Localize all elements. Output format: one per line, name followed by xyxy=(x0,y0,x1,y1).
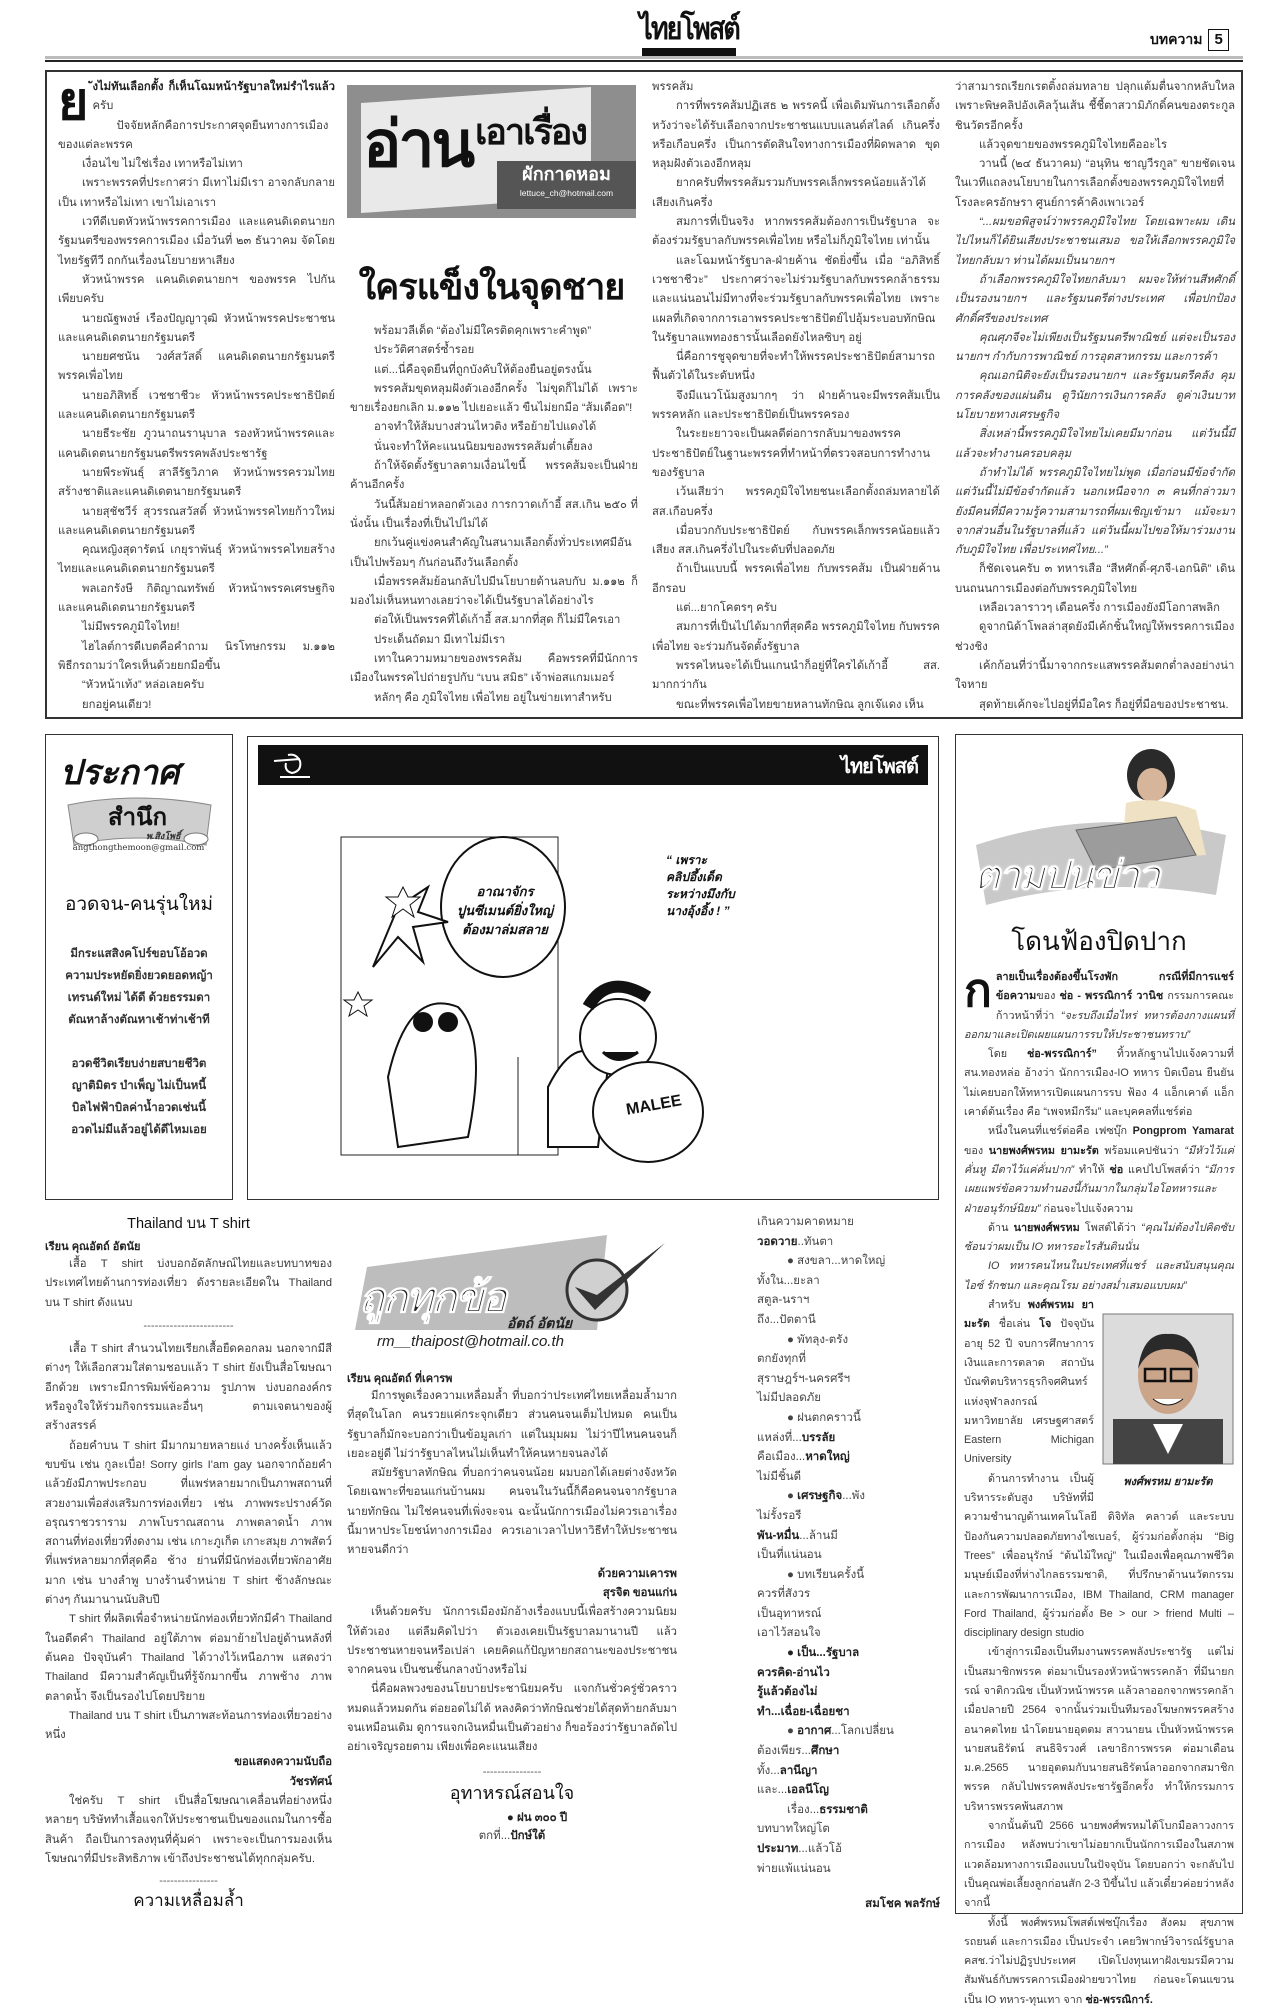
poem-line-list xyxy=(757,1213,940,1879)
text-segment: นายพงศ์พรหม xyxy=(1013,1221,1080,1234)
article-paragraph xyxy=(58,78,335,117)
text-segment: แหล่งที่... xyxy=(757,1431,802,1444)
text-segment: ทำให้ xyxy=(1074,1163,1110,1176)
text-segment: ช่อ - พรรณิการ์ วานิช xyxy=(1059,990,1164,1003)
article-paragraph: ถ้าทำไม่ได้ พรรคภูมิใจไทยไม่พูด เมื่อก่อนมีข้อจำกัด แต่วันนี้ไม่มีข้อจำกัดแล้ว นอกเหนือจาก ๓ คนที่กล่าวมา ยังมีคนที่มีความรู้ความสามารถที่ผมเชิญเข้ามา แม้จะมาจากส่วนอื่นในรัฐบาลที่แล้ว แต่วันนี้ผมไปขอให้มาร่วมงานกับภูมิใจไทย เพื่อประเทศไทย...” xyxy=(955,466,1235,557)
letter-paragraph: เสื้อ T shirt บ่งบอกอัตลักษณ์ไทยและบทบาทของประเทศไทยด้านการท่องเที่ยว ดังรายละเอียดใน Thailand บน T shirt ดังแนบ xyxy=(45,1258,332,1309)
article-paragraph: คุณหญิงสุดารัตน์ เกยุราพันธุ์ หัวหน้าพรรคไทยสร้างไทยและแคนดิเดตนายกรัฐมนตรี xyxy=(58,544,335,576)
article-paragraph: สุดท้ายเค้กจะไปอยู่ที่มือใคร ก็อยู่ที่มือของประชาชน. xyxy=(979,698,1229,711)
speech-bubble xyxy=(451,882,559,939)
poem-line xyxy=(757,1742,940,1762)
text-segment: ไม่รั้งรอรี xyxy=(757,1509,802,1522)
poem-line xyxy=(757,1781,940,1801)
columnist-email[interactable]: lettuce_ch@hotmail.com xyxy=(519,188,614,198)
article-paragraph: ไม่มีพรรคภูมิใจไทย! xyxy=(82,621,180,634)
cartoon-shirt-label: MALEE xyxy=(624,1092,683,1119)
text-segment: ต้องเพียร... xyxy=(757,1745,812,1758)
article-paragraph: เหลือเวลาราวๆ เดือนครึ่ง การเมืองยังมีโอกาสพลิก xyxy=(979,602,1221,615)
text-segment: นายพงศ์พรหม ยามะรัต xyxy=(988,1144,1099,1157)
article-paragraph: นี่คือการชูจุดขายที่จะทำให้พรรคประชาธิปัตย์สามารถฟื้นตัวได้ในระดับหนึ่ง xyxy=(652,351,935,383)
text-segment: ถึง...ปัตตานี xyxy=(757,1313,816,1326)
poem-line xyxy=(757,1370,940,1390)
text-segment: และ... xyxy=(757,1784,788,1797)
article-paragraph: แล้วจุดขายของพรรคภูมิใจไทยคืออะไร xyxy=(979,138,1168,151)
poem-line xyxy=(757,1389,940,1409)
text-segment: คือเมือง... xyxy=(757,1451,806,1464)
article-paragraph: นายพีระพันธุ์ สาลีรัฐวิภาค หัวหน้าพรรครวมไทยสร้างชาติและแคนดิเดตนายกรัฐมนตรี xyxy=(58,466,335,499)
text-segment: หนึ่งในคนที่แชร์ต่อคือ เฟซบุ๊ก xyxy=(988,1125,1133,1138)
article-paragraph: ประวัติศาสตร์ซ้ำรอย xyxy=(374,344,475,357)
editor-reply-paragraph-list xyxy=(347,1603,677,1757)
editor-reply: ใช่ครับ T shirt เป็นสื่อโฆษณาเคลื่อนที่อย่างหนึ่ง หลายๆ บริษัททำเสื้อแจกให้ประชาชนเป็นของแถมในการซื้อสินค้า ถือเป็นการลงทุนที่คุ้มค่า เพราะจะเป็นการมองเห็นโฆษณาที่มีประสิทธิภาพ เข้าถึงประชาชนได้ทุกกลุ่มครับ. xyxy=(45,1795,332,1865)
text-segment: ศึกษา xyxy=(811,1745,840,1758)
article-paragraph: การที่พรรคส้มปฏิเสธ ๒ พรรคนี้ เพื่อเดิมพันการเลือกตั้ง หวังว่าจะได้รับเลือกจากประชาชนแบบแลนด์สไลด์ เกินครึ่ง หรือเกือบครึ่ง เป็นการตัดสินใจทางการเมืองที่ผิดพลาด ขุดหลุมฝังตัวเองอีกหลุม xyxy=(652,100,940,171)
letter-signer: สุรจิต ขอนแก่น xyxy=(602,1586,677,1599)
letters-email[interactable]: rm__thaipost@hotmail.co.th xyxy=(377,1333,564,1350)
text-segment: สตูล-นราฯ xyxy=(757,1294,810,1307)
text-segment: ...ล้านมี xyxy=(799,1529,838,1542)
poem-line xyxy=(757,1664,940,1684)
speech-bubble-line: ปูนซีเมนต์ยิ่งใหญ่ xyxy=(456,903,554,918)
text-segment: เอลนีโญ xyxy=(787,1784,829,1797)
article-paragraph: เงื่อนไข ไม่ใช่เรื่อง เทาหรือไม่เทา xyxy=(82,158,243,171)
text-segment: ● xyxy=(787,1490,798,1503)
article-paragraph: IO ทหารคนไหนในประเทศที่แชร์ และสนับสนุนคุณไอซ์ รักชนก และคุณโรม อย่างสม่ำเสมอแบบผม” xyxy=(964,1260,1234,1292)
article-paragraph-list xyxy=(350,322,638,708)
article-paragraph: ในระยะยาวจะเป็นผลดีต่อการกลับมาของพรรคประชาธิปัตย์ในฐานะพรรคที่ทำหน้าที่ตรวจสอบการทำงานของรัฐบาล xyxy=(652,428,931,479)
letter-tshirt xyxy=(45,1212,332,1912)
banner-title-big: อ่าน xyxy=(363,108,473,180)
article-paragraph: ปัจจัยหลักคือการประกาศจุดยืนทางการเมืองของแต่ละพรรค xyxy=(58,119,329,151)
opinion-column-1 xyxy=(58,73,335,714)
poem-title: อวดจน-คนรุ่นใหม่ xyxy=(64,894,214,915)
article-paragraph: ขณะที่พรรคเพื่อไทยขายหลานทักษิณ ลูกเจ๊แดง เห็น xyxy=(676,698,924,711)
article-paragraph: พลเอกรังษี กิติญาณทรัพย์ หัวหน้าพรรคเศรษฐกิจ และแคนดิเดตนายกรัฐมนตรี xyxy=(58,582,335,615)
letter-title: Thailand บน T shirt xyxy=(127,1216,250,1232)
article-paragraph: พรรคส้ม xyxy=(652,81,694,93)
column-banner-read-story xyxy=(347,85,636,218)
poem-line xyxy=(757,1233,940,1253)
poem-line xyxy=(757,1605,940,1625)
poem-line xyxy=(757,1820,940,1840)
text-segment: ช่อ-พรรณิการ์. xyxy=(1085,1993,1153,2006)
text-segment: ทั้ง... xyxy=(757,1764,780,1777)
article-paragraph: นายยศชนัน วงศ์สวัสดิ์ แคนดิเดตนายกรัฐมนตรี พรรคเพื่อไทย xyxy=(58,351,335,383)
text-segment: ● พัทลุง-ตรัง xyxy=(787,1333,849,1346)
article-paragraph: นายณัฐพงษ์ เรืองปัญญาวุฒิ หัวหน้าพรรคประชาชน และแคนดิเดตนายกรัฐมนตรี xyxy=(58,312,335,344)
article-paragraph: นั่นจะทำให้คะแนนนิยมของพรรคส้มต่ำเตี้ยลง xyxy=(374,440,593,453)
poem-line xyxy=(757,1272,940,1292)
text-segment: เป็นอุทาหรณ์ xyxy=(757,1607,822,1620)
poem-line xyxy=(757,1252,940,1272)
text-segment: พ่ายแพ้แน่นอน xyxy=(757,1862,831,1875)
poem-column xyxy=(757,1213,940,1913)
poem-line xyxy=(757,1722,940,1742)
cartoon-brand: ไทยโพสต์ xyxy=(840,756,918,778)
text-segment: ช่อ xyxy=(1109,1163,1124,1176)
poem-line xyxy=(757,1448,940,1468)
cartoon-drawing xyxy=(248,737,938,1197)
poem-line xyxy=(757,1527,940,1547)
article-paragraph: สิ่งเหล่านี้พรรคภูมิใจไทยไม่เคยมีมาก่อน แต่วันนี้มีแล้วจะทำงานครอบคลุม xyxy=(955,428,1235,460)
text-segment: ปัจจุบัน อายุ 52 ปี จบการศึกษาการเงินและการตลาด สถาบันบัณฑิตบริหารธุรกิจศศินทร์แห่งจุฬาลงกรณ์มหาวิทยาลัย เศรษฐศาสตร์ Eastern Michigan University xyxy=(964,1318,1094,1466)
editor-reply-paragraph: เห็นด้วยครับ นักการเมืองมักอ้างเรื่องแบบนี้เพื่อสร้างความนิยมให้ตัวเอง แต่ลืมคิดไปว่า ตัวเองเคยเป็นรัฐบาลมานานปี แล้วประชาชนหายจนหรือเปล่า เคยคิดแก้ปัญหายกสถานะของประชาชน จากคนจน เป็นชนชั้นกลางบ้างหรือไม่ xyxy=(347,1606,677,1677)
article-paragraph: ยกเว้นคู่แข่งคนสำคัญในสนามเลือกตั้งทั่วประเทศมีอันเป็นไปพร้อมๆ กันก่อนถึงวันเลือกตั้ง xyxy=(350,537,632,569)
portrait-photo xyxy=(1102,1314,1234,1493)
text-segment: “มีหัวไว้แค่คั่นหู มีตาไว้แค่คั่นปาก” xyxy=(964,1144,1235,1176)
poem-line: ตัณหาล้างตัณหาเช้าท่าเช้าที xyxy=(68,1014,210,1026)
article-paragraph: วันนี้ส้มอย่าหลอกตัวเอง การกวาดเก้าอี้ สส.เกิน ๒๕๐ ที่นั่งนั้น เป็นเรื่องที่เป็นไปไม่ได้ xyxy=(350,498,638,530)
editorial-cartoon xyxy=(247,736,939,1200)
text-segment: ประมาท xyxy=(757,1843,799,1855)
article-paragraph-list xyxy=(955,78,1235,715)
letter-paragraph: ถ้อยคำบน T shirt มีมากมายหลายแง่ บางครั้งเห็นแล้วขบขัน เช่น กูละเบื่อ! Sorry girls I'am gay นอกจากถ้อยคำแล้วยังมีภาพประกอบ ที่แพร่หลายมากเป็นภาพสถานที่สวยงามเพื่อส่งเสริมการท่องเที่ยว เช่น ภาพพระปรางค์วัดอรุณราชวราราม ภาพโบราณสถาน ภาพตลาดน้ำ ภาพสถานที่ท่องเที่ยวที่งดงาม เช่น เกาะภูเก็ต เกาะสมุย ภาพสัตว์ที่แพร่หลายมากที่สุดคือ ช้าง ย่านที่มีนักท่องเที่ยวพักอาศัยมาก เช่น บางลำพู บางร้านจำหน่าย T shirt ช้างลักษณะต่างๆ กันมานานนับสิบปี xyxy=(45,1439,332,1607)
text-segment: ● xyxy=(787,1725,798,1738)
poem-column-logo xyxy=(46,735,232,863)
article-paragraph: ถ้าเป็นแบบนี้ พรรคเพื่อไทย กับพรรคส้ม เป็นฝ่ายค้านอีกรอบ xyxy=(652,563,940,595)
poem-line xyxy=(757,1291,940,1311)
text-segment: ตกที่... xyxy=(478,1829,511,1842)
text-segment: Pongprom Yamarat xyxy=(1132,1125,1234,1138)
text-segment: ทำ...เฉื่อย-เฉื่อยชา xyxy=(757,1705,850,1718)
poem-first-line xyxy=(347,1827,677,1847)
article-paragraph: หลักๆ คือ ภูมิใจไทย เพื่อไทย อยู่ในข่ายเทาสำหรับ xyxy=(374,691,612,704)
article-paragraph: ก็ชัดเจนครับ ๓ ทหารเสือ “สีหศักดิ์-ศุภจี-เอกนิติ” เดินบนถนนการเมืองต่อกับพรรคภูมิใจไทย xyxy=(955,563,1235,595)
opinion-column-4 xyxy=(955,78,1235,715)
article-paragraph: ไฮไลต์การดีเบตคือคำถาม นิรโทษกรรม ม.๑๑๒ พิธีกรถามว่าใครเห็นด้วยยกมือขึ้น xyxy=(58,640,335,672)
text-segment: เอาไว้สอนใจ xyxy=(757,1627,821,1640)
text-segment: อากาศ xyxy=(797,1725,832,1738)
article-paragraph: คุณศุภจีจะไม่เพียงเป็นรัฐมนตรีพาณิชย์ แต่จะเป็นรองนายกฯ กำกับการพาณิชย์ การอุตสาหกรรม และการค้า xyxy=(955,331,1235,364)
text-segment: ไม่มีปลอดภัย xyxy=(757,1392,821,1405)
poem-logo-top: ประกาศ xyxy=(60,753,180,793)
photo-caption: พงศ์พรหม ยามะรัต xyxy=(1123,1476,1213,1489)
text-segment: ปักษ์ใต้ xyxy=(510,1829,546,1842)
drop-cap: ก xyxy=(964,964,992,1016)
poem-line xyxy=(757,1801,940,1821)
poem-line-list xyxy=(46,1053,232,1141)
article-paragraph: ถ้าเลือกพรรคภูมิใจไทยกลับมา ผมจะให้ท่านสีหศักดิ์ เป็นรองนายกฯ และรัฐมนตรีต่างประเทศ เพื่อปกป้องศักดิ์ศรีของประเทศ xyxy=(955,273,1235,325)
portrait-image xyxy=(1103,1314,1233,1464)
text-segment: บทบาทใหญ่โต xyxy=(757,1823,830,1836)
text-segment: พงศ์พรหม ยามะรัต xyxy=(964,1299,1094,1331)
letters-logo-subtitle: อัตถ์ อัตนัย xyxy=(507,1315,573,1331)
speech-bubble-line: ต้องมาล่มสลาย xyxy=(462,922,548,937)
article-paragraph: อาจทำให้ส้มบางส่วนไหวติง หรือย้ายไปแดงได้ xyxy=(374,421,597,434)
poem-line: ความประหยัดยิ่งยวดยอดหญ้า xyxy=(65,970,213,982)
poem-subtitle: ● ฝน ๓๐๐ ปี xyxy=(506,1811,568,1824)
letter-paragraph-list xyxy=(45,1255,332,1745)
columnist-badge xyxy=(497,161,636,209)
letter-signer: วัชรทัศน์ xyxy=(289,1775,332,1788)
article-paragraph: ดูจากนิด้าโพลล่าสุดยังมีเค้กชิ้นใหญ่ให้พรรคการเมืองช่วงชิง xyxy=(955,621,1235,653)
text-segment: ทั้งนี้ พงศ์พรหมโพสต์เฟซบุ๊กเรื่อง สังคม สุขภาพ รถยนต์ และการเมือง เป็นประจำ เคยวิพากษ์วิจารณ์รัฐบาล คสช.ว่าไม่ปฏิรูปประเทศ เปิดโปงทุนเทาฝังเขมรมีความสัมพันธ์กับพรรคการเมืองฝ่ายขวาไทย ก่อนจะโดนแขวนเป็น IO ทหาร-ทุนเทา จาก xyxy=(964,1916,1234,2006)
text-segment: สุราษฎร์ฯ-นครศรีฯ xyxy=(757,1372,851,1385)
text-segment: สำหรับ xyxy=(988,1299,1028,1312)
text-segment: ควรคิด-อ่านไว xyxy=(757,1666,830,1679)
poem-line: อวดชีวิตเรียบง่ายสบายชีวิต xyxy=(71,1058,207,1070)
poem-line xyxy=(757,1860,940,1880)
article-paragraph: ด้านการทำงาน เป็นผู้บริหารระดับสูง บริษัทที่มีความชำนาญด้านเทคโนโลยี ดิจิทัล คลาวด์ และระบบป้องกันความปลอดภัยทางไซเบอร์, ผู้ร่วมก่อตั้งกลุ่ม “Big Trees” เพื่ออนุรักษ์ “ต้นไม้ใหญ่” ในเมืองเพื่อคุณภาพชีวิตมนุษย์เมืองที่ห่างไกลธรรมชาติ, ที่ปรึกษาด้านนวัตกรรมและการพัฒนาการเมือง, IBM Thailand, CRM manager Ford Thailand, ผู้ร่วมก่อตั้ง Be > our > friend Multi – disciplinary design studio xyxy=(964,1472,1234,1640)
article-paragraph: ต่อให้เป็นพรรคที่ได้เก้าอี้ สส.มากที่สุด ก็ไม่มีใครเอา xyxy=(374,614,621,627)
article-paragraph: สมการที่เป็นจริง หากพรรคส้มต้องการเป็นรัฐบาล จะต้องร่วมรัฐบาลกับพรรคเพื่อไทย หรือไม่ก็ภูมิใจไทย เท่านั้น xyxy=(652,216,940,248)
poem-line xyxy=(757,1683,940,1703)
text-segment: รู้แล้วต้องไม่ xyxy=(757,1686,818,1699)
text-segment: แคปไปโพสต์ว่า xyxy=(1123,1163,1205,1176)
text-segment: ธรรมชาติ xyxy=(819,1803,868,1816)
article-paragraph: “หัวหน้าเท้ง” หล่อเลยครับ xyxy=(82,679,205,692)
poem-line xyxy=(757,1350,940,1370)
drop-cap: ย xyxy=(58,73,89,131)
article-paragraph: และโฉมหน้ารัฐบาล-ฝ่ายค้าน ชัดยิ่งขึ้น เมื่อ “อภิสิทธิ์ เวชชาชีวะ” ประกาศว่าจะไม่ร่วมรัฐบาลกับพรรคกล้าธรรม และแน่นอนไม่มีทางที่จะร่วมรัฐบาลกับพรรคเพื่อไทย เพราะแผลที่เกิดจากการเอาพรรคประชาธิปัตย์ไปอุ้มระบอบทักษิณในรัฐบาลแพทองธารนั้นเลือดยังไหลซิบๆ อยู่ xyxy=(652,254,940,344)
letters-column-logo xyxy=(347,1215,682,1353)
opinion-column-2 xyxy=(350,322,638,715)
article-paragraph: สมการที่เป็นไปได้มากที่สุดคือ พรรคภูมิใจไทย กับพรรคเพื่อไทย จะร่วมกันจัดตั้งรัฐบาล xyxy=(652,621,940,653)
poem-line xyxy=(757,1546,940,1566)
article-paragraph-list xyxy=(652,78,940,715)
text-segment: ช่อ-พรรณิการ์” xyxy=(1026,1048,1097,1061)
article-paragraph: พรรคไหนจะได้เป็นแกนนำก็อยู่ที่ใครได้เก้าอี้ สส. มากกว่ากัน xyxy=(652,659,940,692)
article-paragraph-list xyxy=(964,964,1235,2010)
poem-line xyxy=(757,1762,940,1782)
article-paragraph: วานนี้ (๒๔ ธันวาคม) “อนุทิน ชาญวีรกูล” ขายชัดเจนในเวทีแถลงนโยบายในการเลือกตั้งของพรรคภูมิใจไทยที่โรงละครอักษรา ศูนย์การค้าคิงเพาเวอร์ xyxy=(955,158,1235,209)
letter-salutation: เรียน คุณอัตถ์ อัตนัย xyxy=(45,1241,141,1253)
text-segment: วอดวาย xyxy=(757,1235,798,1248)
text-segment: ไม่มีชิ้นดี xyxy=(757,1470,802,1483)
news-column-box xyxy=(955,734,1243,2006)
letters-column xyxy=(347,1215,737,1915)
article-paragraph xyxy=(964,1045,1234,1122)
text-segment: ทั้งใน...ยะลา xyxy=(757,1274,820,1287)
letters-logo-text: ถูกทุกข้อ xyxy=(359,1274,505,1321)
poem-line xyxy=(757,1840,940,1860)
text-segment: ของ xyxy=(964,1144,989,1157)
poem-line: เทรนด์ใหม่ ได้ดี ด้วยธรรมดา xyxy=(67,992,211,1004)
letter-paragraph: เสื้อ T shirt สำนวนไทยเรียกเสื้อยืดคอกลม นอกจากมีสีต่างๆ ให้เลือกสวมใส่ตามชอบแล้ว T shirt ยังเป็นสื่อโฆษณาอีกด้วย เพราะมีการพิมพ์ข้อความ รูปภาพ บ่งบอกองค์กร หรือจูงใจให้ร่วมกิจกรรมและอื่นๆ ตามเจตนาของผู้สร้างสรรค์ xyxy=(45,1343,332,1433)
text-segment: “มีการเผยแพร่ข้อความทำนองนี้กันมากในกลุ่มไอโอทหารและฝ่ายอนุรักษ์นิยม” xyxy=(964,1163,1234,1215)
article-paragraph: คุณเอกนิติจะยังเป็นรองนายกฯ และรัฐมนตรีคลัง คุมการคลังของแผ่นดิน ดูวินัยการเงินการคลัง ดูค่าเงินบาท นโยบายทางเศรษฐกิจ xyxy=(955,370,1235,422)
article-paragraph: เว้นเสียว่า พรรคภูมิใจไทยชนะเลือกตั้งถล่มทลายได้ สส.เกือบครึ่ง xyxy=(652,486,940,518)
poem-line: บิลไฟฟ้าบิลค่าน้ำอวดเช่นนี้ xyxy=(72,1102,206,1114)
cartoon-caption-line: “ เพราะ xyxy=(666,853,707,867)
poem-line xyxy=(757,1507,940,1527)
article-paragraph: เค้กก้อนที่ว่านี้มาจากกระแสพรรคส้มตกต่ำลงอย่างน่าใจหาย xyxy=(955,659,1235,692)
article-paragraph: ยากครับที่พรรคส้มรวมกับพรรคเล็กพรรคน้อยแล้วได้เสียงเกินครึ่ง xyxy=(652,177,926,209)
text-segment: ● ฝนตกคราวนี้ xyxy=(787,1411,861,1424)
text-segment: ● บทเรียนครั้งนี้ xyxy=(787,1568,865,1581)
text-segment: ังไม่ทันเลือกตั้ง ก็เห็นโฉมหน้ารัฐบาลใหม่รำไรแล้ว xyxy=(92,81,335,93)
poem-line: มีกระแสสิงคโปร์ขอบโอ้อวด xyxy=(70,948,208,960)
text-segment: ด้าน xyxy=(988,1221,1014,1234)
poem-box xyxy=(45,734,233,1200)
article-paragraph xyxy=(964,1122,1234,1218)
section-divider: ---------------- xyxy=(159,1875,218,1888)
poem-line xyxy=(757,1429,940,1449)
text-segment: ...โลกเปลี่ยน xyxy=(831,1725,894,1738)
article-paragraph: ยกอยู่คนเดียว! xyxy=(82,698,152,711)
article-paragraph-list xyxy=(58,73,335,715)
news-body xyxy=(964,964,1235,2006)
text-segment: ลายเป็นเรื่องต้องขึ้นโรงพัก กรณีที่มีการแชร์ข้อความ xyxy=(995,971,1234,1003)
letter-paragraph-list xyxy=(347,1387,677,1561)
letter-paragraph: สมัยรัฐบาลทักษิณ ที่บอกว่าคนจนน้อย ผมบอกได้เลยต่างจังหวัด โดยเฉพาะที่ขอนแก่นบ้านผม คนจนในวันนี้ก็คือคนจนจากรัฐบาลนายทักษิณ ไม่ใช่คนจนที่เพิ่งจะจน ฉะนั้นนักการเมืองไม่ควรเอาเรื่องนี้มาหาประโยชน์ทางการเมือง ควรเอาเวลาไปหาวิธีทำให้ประชาชนหายจนดีกว่า xyxy=(347,1467,677,1557)
banner-title-small: เอาเรื่อง xyxy=(475,111,586,152)
text-segment: โจ xyxy=(1039,1318,1052,1331)
poem-line xyxy=(757,1566,940,1586)
poem-line xyxy=(757,1585,940,1605)
article-paragraph: เทาในความหมายของพรรคส้ม คือพรรคที่มีนักการเมืองในพรรคไปถ่ายรูปกับ “เบน สมิธ” เจ้าพ่อสแกมเมอร์ xyxy=(350,653,638,685)
text-segment: ● สงขลา...หาดใหญ่ xyxy=(787,1255,886,1268)
opinion-column-3 xyxy=(652,78,940,715)
letter-signoff: ขอแสดงความนับถือ xyxy=(234,1756,332,1769)
news-column-logo-text: ตามปนข่าว xyxy=(974,854,1158,898)
article-paragraph: “...ผมขอพิสูจน์ว่าพรรคภูมิใจไทย โดยเฉพาะผม เดินไปไหนก็ได้ยินเสียงประชาชนเสมอ ขอให้เลือกพรรคภูมิใจไทยกลับมา ท่านได้ผมเป็นนายกฯ xyxy=(955,216,1235,267)
poem-line xyxy=(757,1213,940,1233)
masthead-logo-text: ไทยโพสต์ xyxy=(639,11,739,48)
poem-logo-bottom: สำนึก xyxy=(108,804,168,831)
text-segment: หาดใหญ่ xyxy=(805,1451,850,1464)
cartoon-caption xyxy=(666,852,776,920)
text-segment: ตกยังทุกที่ xyxy=(757,1353,806,1366)
poem-title: อุทาหรณ์สอนใจ xyxy=(449,1782,575,1803)
text-segment: ลานีญา xyxy=(779,1764,818,1777)
poem-author: สมโชค พลรักษ์ xyxy=(865,1898,940,1910)
masthead-logo xyxy=(636,11,742,58)
speech-bubble-line: อาณาจักร xyxy=(476,884,534,899)
masthead-tagline-bar xyxy=(642,48,736,56)
letter-salutation: เรียน คุณอัตถ์ ที่เคารพ xyxy=(347,1373,453,1385)
poem-line: ญาติมิตร บำเพ็ญ ไม่เป็นหนี้ xyxy=(71,1080,207,1092)
article-paragraph: แต่...ยากโคตรๆ ครับ xyxy=(676,602,777,615)
article-paragraph: พรรคส้มขุดหลุมฝังตัวเองอีกครั้ง ไม่ขุดก็ไม่ได้ เพราะขายเรื่องยกเลิก ม.๑๑๒ ไปเยอะแล้ว ขืนไม่ยกมือ “ส้มเดือด”! xyxy=(350,382,638,415)
section-label xyxy=(1150,28,1229,52)
text-segment: กรรมการคณะก้าวหน้าที่ว่า xyxy=(995,990,1235,1022)
text-segment: เป็นที่แน่นอน xyxy=(757,1549,822,1562)
section-name: บทความ xyxy=(1150,31,1203,47)
article-paragraph: นายสุชัชวีร์ สุวรรณสวัสดิ์ หัวหน้าพรรคไทยก้าวใหม่ และแคนดิเดตนายกรัฐมนตรี xyxy=(58,505,335,537)
article-paragraph: เวทีดีเบตหัวหน้าพรรคการเมือง และแคนดิเดตนายกรัฐมนตรีของพรรคการเมือง เมื่อวันที่ ๒๓ ธันวาคม จัดโดยไทยรัฐทีวี ถกกันเรื่องนโยบายหาเสียง xyxy=(58,216,335,267)
article-paragraph: นายอภิสิทธิ์ เวชชาชีวะ หัวหน้าพรรคประชาธิปัตย์ และแคนดิเดตนายกรัฐมนตรี xyxy=(58,389,335,422)
text-segment: ...พัง xyxy=(842,1490,865,1503)
text-segment: ชื่อเล่น xyxy=(989,1318,1040,1331)
text-segment: “จะรบถึงเมื่อไหร่ ทหารต้องกางแผนที่ออกมาและเปิดเผยแผนการรบให้ประชาชนทราบ” xyxy=(964,1009,1235,1041)
poem-email[interactable]: angthongthemoon@gmail.com xyxy=(72,843,205,853)
article-paragraph: ว่าสามารถเรียกเรตติ้งถล่มทลาย ปลุกแต้มตื่นจากหลับใหลเพราะพิษคลิปอังเคิลวุ้นเส้น ชี้ชี้ตาสวามิภักดิ์คนของตระกูลชินวัตรอีกครั้ง xyxy=(955,81,1235,132)
cartoon-caption-line: นางอุ้งอิ้ง ! ” xyxy=(666,904,730,918)
columnist-name: ผักกาดหอม xyxy=(522,164,611,184)
poem-line xyxy=(757,1624,940,1644)
poem-line xyxy=(757,1409,940,1429)
letter-paragraph: Thailand บน T shirt เป็นภาพสะท้อนการท่องเที่ยวอย่างหนึ่ง xyxy=(45,1709,332,1742)
text-segment: ทิ้วหลักฐานไปแจ้งความที่ สน.ทองหล่อ อ้างว่า นักการเมือง-IO ทหาร บิดเบือน ยืนยันไม่เคยบอกให้ทหารเปิดแผนการรบ ฟ้อง 4 แอ็กเคาต์ แอ็กเคาต์ต้นเรื่อง คือ “เพจหมีกรีม” และบุคคลที่แชร์ต่อ xyxy=(964,1048,1234,1119)
news-headline: โดนฟ้องปิดปาก xyxy=(1011,926,1187,956)
poem-byline: พ.สิงโพธิ์ xyxy=(146,831,181,841)
article-paragraph: เพราะพรรคที่ประกาศว่า มีเทาไม่มีเรา อาจกลับกลายเป็น เทาหรือไม่เทา เขาไม่เอาเรา xyxy=(58,177,335,209)
letter-paragraph: T shirt ที่ผลิตเพื่อจำหน่ายนักท่องเที่ยวทักมีคำ Thailand ในอดีตคำ Thailand อยู่ใต้ภาพ ต่อมาย้ายไปอยู่ด้านหลังที่ต้นคอ ปัจจุบันคำ Thailand ได้วางไว้เหนือภาพ แสดงว่า Thailand มีความสำคัญเป็นที่รู้จักมากขึ้น ภาพช้าง ภาพตลาดน้ำ จึงเป็นรองไปโดยปริยาย xyxy=(45,1613,332,1703)
poem-line xyxy=(757,1644,940,1664)
text-segment: “คุณไม่ต้องไปคิดซับซ้อนว่าผมเป็น IO ทหารอะไรสันดินนั่น xyxy=(964,1221,1234,1254)
text-segment: ควรที่สังวร xyxy=(757,1588,811,1601)
poem-line xyxy=(757,1703,940,1723)
text-segment: ● เป็น...รัฐบาล xyxy=(787,1647,860,1660)
poem-line-list xyxy=(46,943,232,1031)
text-segment: พร้อมแคปชันว่า xyxy=(1098,1144,1185,1157)
article-paragraph xyxy=(964,1219,1234,1258)
text-segment: โพสต์ได้ว่า xyxy=(1079,1221,1142,1234)
text-segment: บรรลัย xyxy=(801,1431,836,1444)
text-segment: ของ xyxy=(1036,990,1060,1003)
article-paragraph: หัวหน้าพรรค แคนดิเดตนายกฯ ของพรรค ไปกันเพียบครับ xyxy=(58,273,335,306)
article-paragraph: ประเด็นถัดมา มีเทาไม่มีเรา xyxy=(374,633,506,646)
text-segment: ...แล้วโอ้ xyxy=(798,1843,842,1855)
article-headline: ใครแข็งในจุดชาย xyxy=(358,266,625,307)
article-paragraph xyxy=(964,1914,1234,2010)
article-paragraph: จากนั้นต้นปี 2566 นายพงศ์พรหมได้โบกมือลาวงการการเมือง หลังพบว่าเขาไม่อยากเป็นนักการเมืองในสภาพแวดล้อมทางการเมืองแบบในปัจจุบัน โดยบอกว่า จะกลับไปเป็นคุณพ่อเลี้ยงลูกก่อนสัก 2-3 ปีขึ้นไป แล้วเดี๋ยวค่อยว่าหลังจากนี้ xyxy=(964,1820,1234,1910)
poem-line xyxy=(757,1311,940,1331)
article-paragraph: พร้อมวลีเด็ด “ต้องไม่มีใครติดคุกเพราะคำพูด” xyxy=(374,325,592,337)
article-paragraph xyxy=(964,964,1235,1045)
article-paragraph: จึงมีแนวโน้มสูงมากๆ ว่า ฝ่ายค้านจะมีพรรคส้มเป็นพรรคหลัก และประชาธิปัตย์เป็นพรรครอง xyxy=(652,389,940,422)
article-paragraph: แต่...นี่คือจุดยืนที่ถูกบังคับให้ต้องยืนอยู่ตรงนั้น xyxy=(374,363,592,376)
editor-reply-paragraph: นี่คือผลพวงของนโยบายประชานิยมครับ แจกกันชั่วครู่ชั่วคราว หมดแล้วหมดกัน ต่อยอดไม่ได้ หลงคิดว่าทักษิณช่วยได้สุดท้ายกลับมาจนเหมือนเดิม ดูการแจกเงินหมื่นเป็นตัวอย่าง ก็ขอร้องว่ารัฐบาลถัดไปอย่าเจริญรอยตาม เพียงเพื่อคะแนนเสียง xyxy=(347,1683,677,1754)
article-paragraph: ถ้าให้จัดตั้งรัฐบาลตามเงื่อนไขนี้ พรรคส้มจะเป็นฝ่ายค้านอีกครั้ง xyxy=(350,460,638,492)
text-segment: เกินความคาดหมาย xyxy=(757,1216,854,1228)
cartoon-caption-line: คลิปอึ้งเด็ด xyxy=(666,870,722,884)
section-divider: ---------------- xyxy=(482,1765,542,1778)
poem-line xyxy=(757,1487,940,1507)
text-segment: ..ทันตา xyxy=(797,1235,834,1248)
news-column-logo xyxy=(956,735,1242,925)
text-segment: พัน-หมื่น xyxy=(757,1529,800,1542)
text-segment: โดย xyxy=(988,1048,1027,1061)
section-divider: ------------------------ xyxy=(143,1319,234,1332)
text-segment: ก่อนจะไปแจ้งความ xyxy=(1040,1202,1134,1215)
poem-line xyxy=(757,1468,940,1488)
page-number: 5 xyxy=(1208,29,1228,51)
text-segment: เรื่อง... xyxy=(787,1803,820,1816)
letter-paragraph: มีการพูดเรื่องความเหลื่อมล้ำ ที่บอกว่าประเทศไทยเหลื่อมล้ำมากที่สุดในโลก คนรวยแค่กระจุกเดียว ส่วนคนจนเต็มไปหมด คนเป็นรัฐบาลก็มักจะบอกว่าเป็นข้อมูลเก่า แต่ในมุมผม ไม่ว่าปีไหนคนจนก็เยอะอยู่ดี ไม่ว่ารัฐบาลไหนไม่เห็นทำให้คนหายจนลงได้ xyxy=(347,1390,677,1460)
article-paragraph: เมื่อบวกกับประชาธิปัตย์ กับพรรคเล็กพรรคน้อยแล้วเสียง สส.เกินครึ่งไปในระดับที่ปลอดภัย xyxy=(652,524,940,557)
header-rule xyxy=(45,56,1243,62)
letter-signoff: ด้วยความเคารพ xyxy=(597,1567,677,1580)
poem-line xyxy=(757,1331,940,1351)
article-paragraph: เข้าสู่การเมืองเป็นทีมงานพรรคพลังประชารัฐ แต่ไม่เป็นสมาชิกพรรค ต่อมาเป็นรองหัวหน้าพรรคกล้า ที่มีนายกรณ์ จาติกวณิช เป็นหัวหน้าพรรค แล้วลาออกจากพรรคกล้าเมื่อปลายปี 2564 จากนั้นร่วมเป็นทีมรองโฆษกพรรคสร้างอนาคตไทย นำโดยนายอุตตม สาวนายน เป็นหัวหน้าพรรค นายสนธิรัตน์ สนธิจิรวงศ์ เลขาธิการพรรค ต่อมาเดือน ม.ค.2565 นายอุตตมกับนายสนธิรัตน์ลาออกจากสมาชิกพรรค กลับไปพรรคพลังประชารัฐอีกครั้ง ทำให้กรรมการบริหารพรรคพ้นสภาพ xyxy=(964,1646,1234,1813)
article-paragraph: นายธีระชัย ภูวนาถนรานุบาล รองหัวหน้าพรรคและแคนดิเดตนายกรัฐมนตรีพรรคพลังประชารัฐ xyxy=(58,428,335,460)
poem-line: อวดไม่มีแล้วอยู่ได้ดีไหมเอย xyxy=(71,1124,207,1136)
text-segment: เศรษฐกิจ xyxy=(797,1490,843,1503)
text-segment: ครับ xyxy=(92,100,114,113)
article-paragraph: เมื่อพรรคส้มย้อนกลับไปมีนโยบายด้านลบกับ ม.๑๑๒ ก็มองไม่เห็นหนทางเลยว่าจะได้เป็นรัฐบาลได้อย่างไร xyxy=(350,575,638,608)
article-paragraph xyxy=(964,1296,1234,1489)
next-letter-title: ความเหลื่อมล้ำ xyxy=(133,1891,244,1911)
cartoon-caption-line: ระหว่างมึงกับ xyxy=(666,887,735,901)
